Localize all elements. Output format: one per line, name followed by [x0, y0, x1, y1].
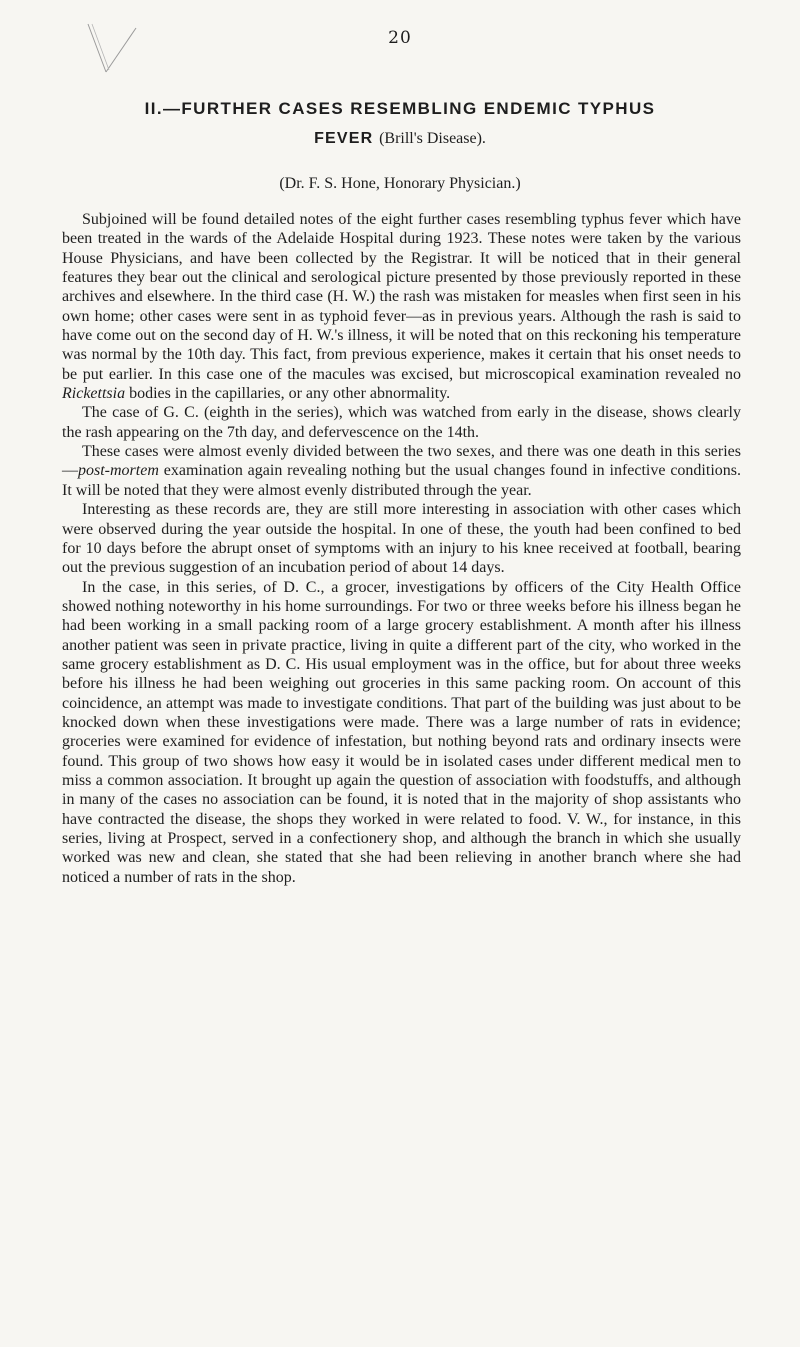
paragraph-text: examination again revealing nothing but the usual changes found in infective conditions. It will be noted that they were almost evenly distributed through the year.	[62, 462, 741, 499]
paragraph-text: Subjoined will be found detailed notes of the eight further cases resembling typhus fever which have been treated in the wards of the Adelaide Hospital during 1923. These notes were taken by the various House Physicians, and have been collected by the Registrar. It will be noticed that in their general features they bear out the clinical and serological picture presented by those previously reported in these archives and elsewhere. In the third case (H. W.) the rash was mistaken for measles when first seen in his own home; other cases were sent in as typhoid fever—as in previous years. Although the rash is said to have come out on the second day of H. W.'s illness, it will be noted that on this reckoning his temperature was normal by the 10th day. This fact, from previous experience, makes it certain that his onset needs to be put earlier. In this case one of the macules was excised, but microscopical examination revealed no	[62, 211, 741, 383]
paragraph-5	[62, 578, 741, 888]
italic-term: Rickettsia	[62, 385, 126, 403]
paragraph-text: bodies in the capillaries, or any other abnormality.	[125, 385, 451, 403]
paragraph-text: In the case, in this series, of D. C., a grocer, investigations by officers of the City Health Office showed nothing noteworthy in his home surroundings. For two or three weeks before his illness began he had been working in a small packing room of a large grocery establishment. A month after his illness another patient was seen in private practice, living in quite a different part of the city, who worked in the same grocery establishment as D. C. His usual employment was in the office, but for about three weeks before his illness he had been weighing out groceries in this same packing room. On account of this coincidence, an attempt was made to investigate conditions. That part of the building was just about to be knocked down when these investigations were made. There was a large number of rats in evidence; groceries were examined for evidence of infestation, but nothing beyond rats and ordinary insects were found. This group of two shows how easy it would be in isolated cases under different medical men to miss a common association. It brought up again the question of association with foodstuffs, and although in many of the cases no association can be found, it is noted that in the majority of shop assistants who have contracted the disease, the shops they worked in were related to food. V. W., for instance, in this series, living at Prospect, served in a confectionery shop, and although the branch in which she usually worked was new and clean, she stated that she had been relieving in another branch where she had noticed a number of rats in the shop.	[62, 578, 741, 886]
paragraph-text: The case of G. C. (eighth in the series), which was watched from early in the disease, shows clearly the rash appearing on the 7th day, and defervescence on the 14th.	[62, 404, 741, 441]
heading-line-2	[60, 124, 740, 154]
page-number: 20	[388, 28, 412, 48]
paragraph-text: These cases were almost evenly divided between the two sexes, and there was one death in this series—	[62, 443, 741, 480]
paragraph-3	[62, 442, 741, 500]
italic-term: post-mortem	[78, 462, 159, 480]
author-byline: (Dr. F. S. Hone, Honorary Physician.)	[279, 175, 521, 192]
paragraph-2	[62, 403, 741, 442]
article-body	[62, 210, 741, 887]
paragraph-1	[62, 210, 741, 403]
heading-line-2-subtitle: (Brill's Disease).	[379, 130, 486, 147]
heading-line-2-main: FEVER	[314, 130, 374, 147]
heading-line-1: II.—FURTHER CASES RESEMBLING ENDEMIC TYPHUS	[144, 99, 656, 118]
paragraph-text: Interesting as these records are, they are still more interesting in association with other cases which were observed during the year outside the hospital. In one of these, the youth had been confined to bed for 10 days before the abrupt onset of symptoms with an injury to his knee received at football, bearing out the previous suggestion of an incubation period of about 14 days.	[62, 501, 741, 577]
article-heading	[60, 94, 740, 154]
paragraph-4	[62, 500, 741, 577]
